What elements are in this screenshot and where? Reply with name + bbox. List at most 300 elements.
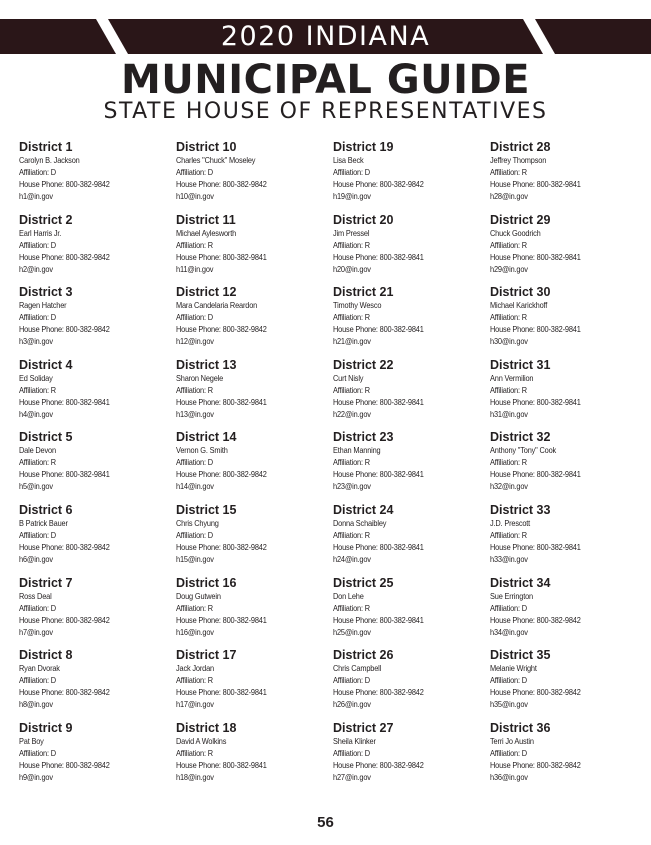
affiliation-value: R [50, 384, 56, 395]
affiliation-line [333, 456, 468, 468]
email-address: h36@in.gov [490, 771, 528, 782]
affiliation-value: R [207, 602, 213, 613]
affiliation-line [490, 456, 618, 468]
phone-label: House Phone: [176, 251, 223, 262]
representative-name: Carolyn B. Jackson [19, 155, 80, 165]
email-address: h23@in.gov [333, 481, 371, 492]
representative-name: Melanie Wright [490, 663, 537, 674]
phone-label: House Phone: [333, 324, 380, 335]
phone-value: 800-382-9841 [222, 251, 267, 262]
email-address: h22@in.gov [333, 408, 371, 419]
phone-label: House Phone: [176, 396, 223, 407]
phone-label: House Phone: [333, 179, 380, 189]
phone-line [333, 541, 468, 553]
district-entry [176, 140, 333, 213]
affiliation-line [333, 747, 468, 759]
phone-label: House Phone: [490, 469, 537, 480]
affiliation-line [19, 602, 154, 614]
phone-value: 800-382-9842 [65, 251, 110, 262]
affiliation-line [19, 747, 154, 759]
phone-label: House Phone: [19, 179, 66, 189]
phone-label: House Phone: [19, 396, 66, 407]
affiliation-label: Affiliation: [490, 602, 522, 613]
phone-line [19, 396, 154, 408]
email-address: h34@in.gov [490, 626, 528, 637]
phone-label: House Phone: [19, 614, 66, 625]
phone-line [333, 468, 468, 480]
phone-label: House Phone: [176, 614, 223, 625]
phone-line [19, 759, 154, 771]
district-entry [333, 140, 490, 213]
phone-value: 800-382-9841 [65, 396, 110, 407]
phone-label: House Phone: [490, 251, 537, 262]
phone-label: House Phone: [176, 469, 223, 480]
district-heading: District 31 [490, 357, 551, 372]
affiliation-value: D [521, 602, 527, 613]
phone-value: 800-382-9842 [222, 541, 267, 552]
affiliation-label: Affiliation: [19, 747, 51, 758]
phone-value: 800-382-9841 [65, 469, 110, 480]
district-heading: District 11 [176, 212, 236, 227]
affiliation-label: Affiliation: [176, 167, 208, 177]
affiliation-label: Affiliation: [333, 167, 365, 177]
email-address: h8@in.gov [19, 699, 53, 710]
affiliation-line [19, 456, 154, 468]
affiliation-value: R [521, 457, 527, 468]
phone-line [490, 468, 618, 480]
affiliation-line [176, 311, 311, 323]
affiliation-line [19, 674, 154, 686]
affiliation-value: D [50, 675, 56, 686]
phone-value: 800-382-9841 [379, 251, 424, 262]
affiliation-value: D [207, 457, 213, 468]
phone-value: 800-382-9842 [379, 687, 424, 698]
phone-label: House Phone: [333, 541, 380, 552]
district-heading: District 30 [490, 285, 551, 300]
email-address: h29@in.gov [490, 263, 528, 274]
phone-label: House Phone: [19, 251, 66, 262]
email-address: h12@in.gov [176, 336, 214, 347]
phone-value: 800-382-9842 [222, 324, 267, 335]
email-address: h20@in.gov [333, 263, 371, 274]
district-heading: District 5 [19, 430, 73, 445]
affiliation-line [333, 529, 468, 541]
representative-name: Dale Devon [19, 445, 56, 456]
district-heading: District 21 [333, 285, 394, 300]
representative-name: Ryan Dvorak [19, 663, 60, 674]
phone-line [333, 251, 468, 263]
affiliation-value: R [50, 457, 56, 468]
banner-title: 2020 INDIANA [220, 21, 431, 52]
affiliation-value: R [521, 312, 527, 323]
email-address: h31@in.gov [490, 408, 528, 419]
representative-name: Sharon Negele [176, 372, 224, 383]
affiliation-line [490, 239, 618, 251]
email-address: h13@in.gov [176, 408, 214, 419]
phone-line [19, 686, 154, 698]
phone-label: House Phone: [19, 541, 66, 552]
district-entry [19, 648, 176, 721]
phone-label: House Phone: [19, 687, 66, 698]
phone-line [490, 541, 618, 553]
email-address: h1@in.gov [19, 191, 53, 201]
phone-value: 800-382-9842 [222, 179, 267, 189]
affiliation-value: D [364, 167, 370, 177]
phone-value: 800-382-9842 [65, 179, 110, 189]
affiliation-value: R [521, 239, 527, 250]
district-heading: District 1 [19, 140, 73, 154]
email-address: h32@in.gov [490, 481, 528, 492]
affiliation-label: Affiliation: [19, 529, 51, 540]
affiliation-value: D [207, 312, 213, 323]
district-heading: District 4 [19, 357, 73, 372]
district-entry [19, 140, 176, 213]
affiliation-value: D [207, 167, 213, 177]
phone-label: House Phone: [176, 324, 223, 335]
representative-name: Timothy Wesco [333, 300, 382, 311]
phone-value: 800-382-9842 [379, 179, 424, 189]
affiliation-line [490, 311, 618, 323]
district-entry [176, 358, 333, 431]
affiliation-value: R [207, 239, 213, 250]
district-heading: District 9 [19, 720, 73, 735]
district-heading: District 6 [19, 502, 73, 517]
affiliation-value: R [207, 675, 213, 686]
phone-line [490, 686, 618, 698]
affiliation-line [333, 311, 468, 323]
district-heading: District 14 [176, 430, 237, 445]
affiliation-line [490, 674, 618, 686]
email-address: h5@in.gov [19, 481, 53, 492]
affiliation-line [333, 166, 468, 178]
district-entry [333, 285, 490, 358]
email-address: h21@in.gov [333, 336, 371, 347]
district-entry [19, 213, 176, 286]
district-heading: District 28 [490, 140, 551, 154]
phone-label: House Phone: [333, 614, 380, 625]
phone-line [490, 323, 618, 335]
email-address: h7@in.gov [19, 626, 53, 637]
email-address: h9@in.gov [19, 771, 53, 782]
affiliation-label: Affiliation: [176, 602, 208, 613]
district-heading: District 13 [176, 357, 237, 372]
phone-line [176, 178, 311, 190]
affiliation-value: D [521, 675, 527, 686]
representative-name: Jim Pressel [333, 227, 370, 238]
affiliation-label: Affiliation: [333, 239, 365, 250]
district-heading: District 36 [490, 720, 551, 735]
phone-label: House Phone: [490, 179, 537, 189]
email-address: h6@in.gov [19, 553, 53, 564]
affiliation-value: R [364, 529, 370, 540]
phone-line [19, 178, 154, 190]
phone-label: House Phone: [490, 614, 537, 625]
representative-name: David A Wolkins [176, 735, 227, 746]
phone-value: 800-382-9841 [222, 759, 267, 770]
phone-line [176, 323, 311, 335]
phone-label: House Phone: [19, 759, 66, 770]
affiliation-value: R [521, 384, 527, 395]
representative-name: Ethan Manning [333, 445, 381, 456]
representative-name: Sue Errington [490, 590, 533, 601]
affiliation-value: R [207, 384, 213, 395]
representative-name: Chris Chyung [176, 517, 219, 528]
district-entry [176, 503, 333, 576]
affiliation-value: D [364, 747, 370, 758]
phone-label: House Phone: [333, 469, 380, 480]
district-entry [19, 503, 176, 576]
affiliation-line [176, 747, 311, 759]
representative-name: Lisa Beck [333, 155, 364, 165]
affiliation-value: D [50, 312, 56, 323]
district-entry [176, 576, 333, 649]
district-entry [19, 721, 176, 794]
email-address: h19@in.gov [333, 191, 371, 201]
affiliation-value: D [207, 529, 213, 540]
affiliation-label: Affiliation: [333, 312, 365, 323]
district-heading: District 17 [176, 648, 237, 663]
district-entry [490, 430, 639, 503]
representative-name: J.D. Prescott [490, 517, 531, 528]
district-entry [490, 140, 639, 213]
phone-value: 800-382-9841 [379, 324, 424, 335]
affiliation-line [490, 384, 618, 396]
district-entry [333, 430, 490, 503]
affiliation-line [176, 239, 311, 251]
district-entry [176, 285, 333, 358]
affiliation-label: Affiliation: [490, 747, 522, 758]
email-address: h35@in.gov [490, 699, 528, 710]
district-heading: District 7 [19, 575, 73, 590]
affiliation-line [19, 384, 154, 396]
affiliation-label: Affiliation: [490, 167, 522, 177]
district-entry [19, 358, 176, 431]
affiliation-value: R [364, 312, 370, 323]
representative-name: Jack Jordan [176, 663, 214, 674]
affiliation-line [490, 166, 618, 178]
representative-name: Earl Harris Jr. [19, 227, 62, 238]
phone-label: House Phone: [333, 396, 380, 407]
phone-value: 800-382-9841 [379, 614, 424, 625]
phone-value: 800-382-9841 [222, 396, 267, 407]
affiliation-label: Affiliation: [490, 529, 522, 540]
representative-name: Ross Deal [19, 590, 52, 601]
phone-line [333, 396, 468, 408]
district-heading: District 10 [176, 140, 237, 154]
affiliation-line [19, 166, 154, 178]
phone-line [176, 468, 311, 480]
phone-line [490, 396, 618, 408]
affiliation-label: Affiliation: [490, 384, 522, 395]
affiliation-value: D [50, 167, 56, 177]
district-heading: District 35 [490, 648, 551, 663]
phone-value: 800-382-9842 [379, 759, 424, 770]
email-address: h4@in.gov [19, 408, 53, 419]
phone-line [19, 468, 154, 480]
district-heading: District 2 [19, 212, 73, 227]
phone-label: House Phone: [176, 541, 223, 552]
phone-value: 800-382-9841 [379, 541, 424, 552]
district-entry [176, 648, 333, 721]
district-heading: District 15 [176, 502, 237, 517]
affiliation-label: Affiliation: [176, 457, 208, 468]
affiliation-label: Affiliation: [490, 457, 522, 468]
representative-name: Pat Boy [19, 735, 44, 746]
email-address: h10@in.gov [176, 191, 214, 201]
district-entry [333, 721, 490, 794]
phone-value: 800-382-9842 [222, 469, 267, 480]
affiliation-line [490, 529, 618, 541]
phone-value: 800-382-9842 [65, 687, 110, 698]
affiliation-label: Affiliation: [333, 747, 365, 758]
affiliation-line [490, 747, 618, 759]
email-address: h28@in.gov [490, 191, 528, 201]
email-address: h17@in.gov [176, 699, 214, 710]
phone-line [333, 759, 468, 771]
phone-line [490, 614, 618, 626]
representative-name: Michael Aylesworth [176, 227, 237, 238]
affiliation-line [19, 311, 154, 323]
district-entry [333, 576, 490, 649]
phone-line [333, 614, 468, 626]
phone-value: 800-382-9842 [536, 614, 581, 625]
affiliation-label: Affiliation: [176, 384, 208, 395]
email-address: h18@in.gov [176, 771, 214, 782]
phone-line [176, 614, 311, 626]
representative-name: Ann Vermilion [490, 372, 534, 383]
email-address: h33@in.gov [490, 553, 528, 564]
affiliation-label: Affiliation: [333, 602, 365, 613]
representative-name: Sheila Klinker [333, 735, 376, 746]
phone-label: House Phone: [333, 759, 380, 770]
district-entry [19, 285, 176, 358]
phone-line [176, 251, 311, 263]
district-entry [490, 576, 639, 649]
affiliation-line [176, 674, 311, 686]
district-entry [176, 721, 333, 794]
district-heading: District 24 [333, 502, 394, 517]
district-heading: District 27 [333, 720, 394, 735]
affiliation-value: R [364, 602, 370, 613]
affiliation-line [176, 456, 311, 468]
representative-name: Mara Candelaria Reardon [176, 300, 258, 311]
representative-name: Jeffrey Thompson [490, 155, 547, 165]
email-address: h24@in.gov [333, 553, 371, 564]
phone-label: House Phone: [490, 324, 537, 335]
phone-line [490, 759, 618, 771]
phone-label: House Phone: [19, 324, 66, 335]
email-address: h27@in.gov [333, 771, 371, 782]
affiliation-value: D [364, 675, 370, 686]
phone-value: 800-382-9841 [536, 541, 581, 552]
representative-name: Curt Nisly [333, 372, 364, 383]
phone-label: House Phone: [19, 469, 66, 480]
district-entry [490, 721, 639, 794]
phone-line [176, 686, 311, 698]
representative-name: Chris Campbell [333, 663, 382, 674]
affiliation-label: Affiliation: [176, 675, 208, 686]
phone-value: 800-382-9841 [379, 469, 424, 480]
phone-value: 800-382-9842 [65, 614, 110, 625]
affiliation-line [333, 384, 468, 396]
district-heading: District 29 [490, 212, 551, 227]
affiliation-line [176, 384, 311, 396]
phone-value: 800-382-9842 [65, 541, 110, 552]
phone-label: House Phone: [490, 759, 537, 770]
district-entry [490, 503, 639, 576]
phone-line [333, 686, 468, 698]
district-heading: District 8 [19, 648, 73, 663]
district-entry [19, 430, 176, 503]
affiliation-line [333, 239, 468, 251]
affiliation-line [490, 602, 618, 614]
district-entry [490, 285, 639, 358]
district-entry [176, 213, 333, 286]
district-heading: District 33 [490, 502, 551, 517]
email-address: h14@in.gov [176, 481, 214, 492]
affiliation-label: Affiliation: [333, 384, 365, 395]
district-heading: District 34 [490, 575, 551, 590]
phone-line [490, 178, 618, 190]
affiliation-label: Affiliation: [19, 239, 51, 250]
page-title: MUNICIPAL GUIDE [120, 57, 531, 103]
district-entry [333, 503, 490, 576]
affiliation-line [19, 239, 154, 251]
affiliation-value: D [50, 239, 56, 250]
representative-name: Anthony "Tony" Cook [490, 445, 557, 456]
affiliation-label: Affiliation: [176, 239, 208, 250]
phone-line [176, 541, 311, 553]
page-subtitle: STATE HOUSE OF REPRESENTATIVES [103, 99, 548, 124]
district-directory [19, 140, 639, 790]
email-address: h11@in.gov [176, 263, 214, 274]
phone-label: House Phone: [490, 687, 537, 698]
affiliation-label: Affiliation: [333, 457, 365, 468]
phone-line [176, 396, 311, 408]
district-entry [333, 648, 490, 721]
affiliation-label: Affiliation: [333, 675, 365, 686]
affiliation-label: Affiliation: [176, 312, 208, 323]
representative-name: Charles "Chuck" Moseley [176, 155, 256, 165]
district-heading: District 26 [333, 648, 394, 663]
phone-value: 800-382-9841 [222, 687, 267, 698]
affiliation-value: D [521, 747, 527, 758]
phone-line [333, 323, 468, 335]
affiliation-label: Affiliation: [490, 239, 522, 250]
affiliation-label: Affiliation: [19, 457, 51, 468]
affiliation-value: R [521, 167, 527, 177]
district-heading: District 18 [176, 720, 237, 735]
district-entry [19, 576, 176, 649]
phone-value: 800-382-9841 [222, 614, 267, 625]
district-heading: District 25 [333, 575, 394, 590]
phone-line [333, 178, 468, 190]
district-heading: District 16 [176, 575, 237, 590]
affiliation-line [333, 602, 468, 614]
district-entry [333, 358, 490, 431]
phone-label: House Phone: [333, 251, 380, 262]
affiliation-line [176, 602, 311, 614]
affiliation-label: Affiliation: [19, 384, 51, 395]
representative-name: B Patrick Bauer [19, 517, 68, 528]
affiliation-value: D [50, 747, 56, 758]
phone-label: House Phone: [176, 759, 223, 770]
phone-value: 800-382-9841 [536, 396, 581, 407]
phone-label: House Phone: [490, 396, 537, 407]
phone-label: House Phone: [176, 687, 223, 698]
phone-value: 800-382-9842 [65, 324, 110, 335]
representative-name: Terri Jo Austin [490, 735, 534, 746]
